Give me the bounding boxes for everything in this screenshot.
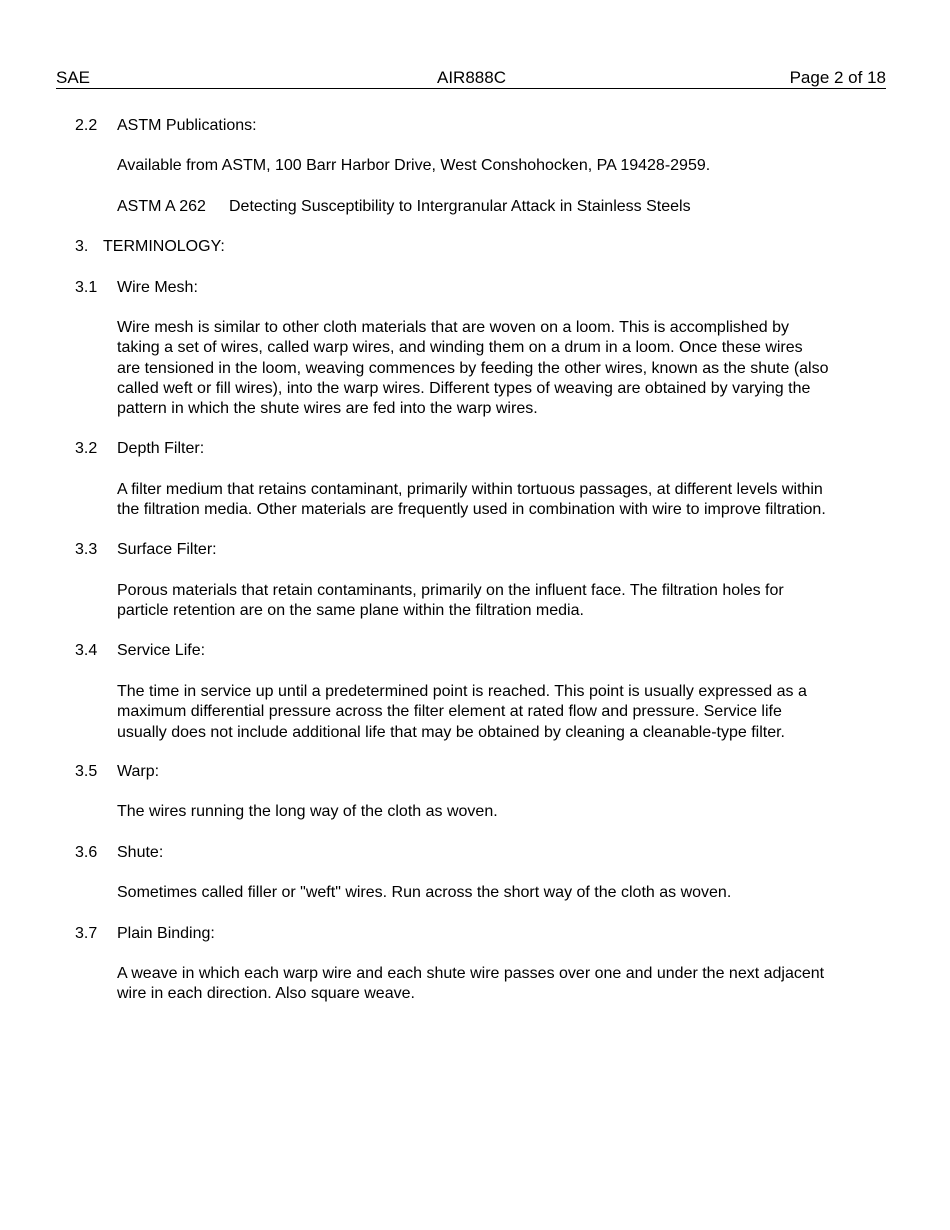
warp-definition — [117, 802, 879, 822]
section-3-6-heading — [75, 843, 164, 863]
section-3-4-heading — [75, 641, 206, 661]
section-number: 3.7 — [75, 925, 98, 942]
section-3-3-heading — [75, 540, 217, 560]
paragraph-line: are tensioned in the loom, weaving commences by feeding the other wires, known as the shute (also — [117, 359, 829, 377]
shute-definition — [117, 883, 879, 903]
paragraph-line: A weave in which each warp wire and each shute wire passes over one and under the next adjacent — [117, 965, 825, 982]
paragraph-line: pattern in which the shute wires are fed into the warp wires. — [117, 400, 538, 418]
section-3-2-heading — [75, 439, 205, 459]
paragraph-line: called weft or fill wires), into the warp wires. Different types of weaving are obtained by varying the — [117, 379, 811, 397]
section-title: Plain Binding: — [117, 925, 215, 942]
header-doc-number: AIR888C — [437, 68, 506, 87]
section-number: 3.6 — [75, 844, 98, 861]
page-header — [56, 68, 886, 89]
plain-binding-definition — [117, 964, 879, 1005]
section-number: 3.1 — [75, 279, 98, 296]
paragraph-line: Porous materials that retain contaminants, primarily on the influent face. The filtration holes for — [117, 582, 784, 599]
section-title: TERMINOLOGY: — [103, 238, 225, 255]
paragraph-line: Wire mesh is similar to other cloth materials that are woven on a loom. This is accomplished by — [117, 319, 789, 336]
section-number: 3.3 — [75, 541, 98, 558]
depth-filter-definition — [117, 480, 879, 521]
section-number: 3.2 — [75, 440, 98, 457]
header-page-number: Page 2 of 18 — [789, 68, 886, 87]
section-2-2-heading — [75, 116, 257, 136]
astm-availability: Available from ASTM, 100 Barr Harbor Drive, West Conshohocken, PA 19428-2959. — [117, 157, 711, 174]
paragraph-line: Sometimes called filler or "weft" wires. Run across the short way of the cloth as woven. — [117, 884, 732, 901]
section-title: Surface Filter: — [117, 541, 217, 558]
paragraph-line: wire in each direction. Also square weave. — [117, 985, 415, 1003]
paragraph-line: taking a set of wires, called warp wires, and winding them on a drum in a loom. Once these wires — [117, 339, 803, 357]
reference-code: ASTM A 262 — [117, 198, 206, 215]
paragraph-line: maximum differential pressure across the filter element at rated flow and pressure. Service life — [117, 703, 782, 721]
section-title: Warp: — [117, 763, 160, 780]
surface-filter-definition — [117, 581, 879, 622]
section-3-7-heading — [75, 924, 215, 944]
section-title: Service Life: — [117, 642, 206, 659]
paragraph-line: A filter medium that retains contaminant, primarily within tortuous passages, at different levels within — [117, 481, 823, 498]
section-number: 3.4 — [75, 642, 98, 659]
astm-reference — [117, 197, 691, 217]
header-org: SAE — [56, 68, 91, 87]
section-3-heading — [75, 237, 225, 257]
paragraph-line: particle retention are on the same plane within the filtration media. — [117, 602, 584, 620]
section-title: ASTM Publications: — [117, 117, 257, 134]
section-number: 3. — [75, 238, 89, 255]
section-number: 3.5 — [75, 763, 98, 780]
reference-title: Detecting Susceptibility to Intergranular Attack in Stainless Steels — [229, 198, 691, 215]
service-life-definition — [117, 682, 879, 743]
section-title: Wire Mesh: — [117, 279, 198, 296]
section-title: Depth Filter: — [117, 440, 205, 457]
section-3-5-heading — [75, 762, 160, 782]
paragraph-line: The wires running the long way of the cloth as woven. — [117, 803, 498, 820]
paragraph-line: usually does not include additional life that may be obtained by cleaning a cleanable-type filter. — [117, 723, 785, 741]
section-3-1-heading — [75, 278, 198, 298]
paragraph-line: The time in service up until a predetermined point is reached. This point is usually expressed as a — [117, 683, 807, 700]
wire-mesh-definition — [117, 318, 879, 419]
section-number: 2.2 — [75, 117, 98, 134]
paragraph-line: the filtration media. Other materials are frequently used in combination with wire to improve filtration. — [117, 501, 826, 519]
section-title: Shute: — [117, 844, 164, 861]
